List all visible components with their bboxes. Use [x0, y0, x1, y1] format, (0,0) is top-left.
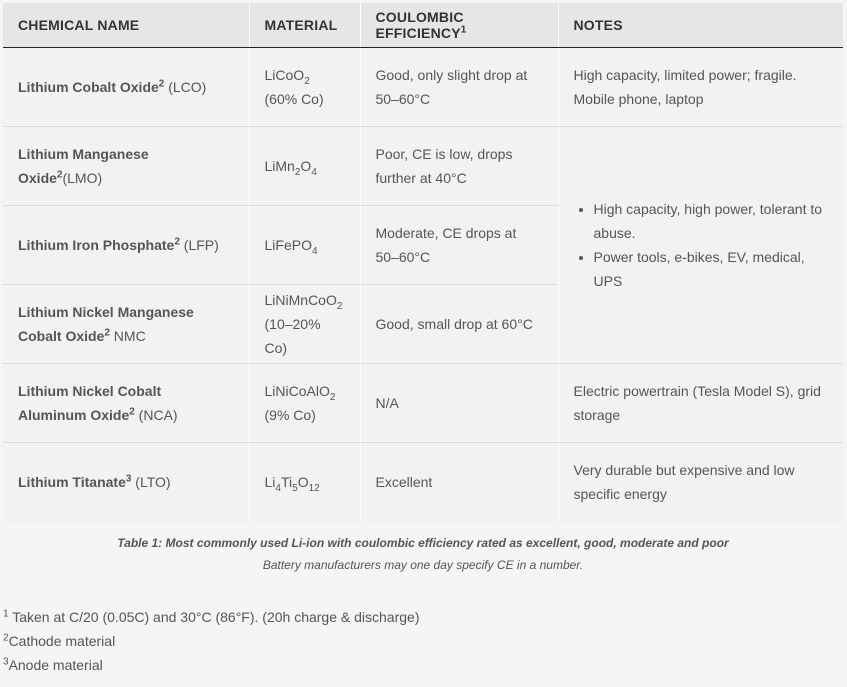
header-chemical-name: CHEMICAL NAME	[3, 3, 249, 48]
ce-cell: N/A	[360, 364, 558, 443]
ce-cell: Excellent	[360, 443, 558, 522]
table-row	[3, 364, 843, 443]
battery-chemistry-table	[3, 3, 843, 522]
chemical-name-cell: Lithium Nickel Manganese Cobalt Oxide$^2$ NMC	[3, 285, 249, 364]
notes-list	[574, 197, 829, 293]
table-header	[3, 3, 843, 48]
footnote-ref: 1	[460, 24, 467, 36]
material-cell: LiCoO$_2$ (60% Co)	[249, 48, 360, 127]
list-item: • Power tools, e-bikes, EV, medical, UPS	[594, 245, 829, 293]
table-row	[3, 127, 843, 206]
header-notes: NOTES	[558, 3, 843, 48]
caption-title: Table 1: Most commonly used Li-ion with coulombic efficiency rated as excellent, good, moderate and poor	[117, 536, 729, 550]
footnotes	[3, 605, 420, 677]
material-cell: $Li_4Ti_5O_{12}$	[249, 443, 360, 522]
header-material: MATERIAL	[249, 3, 360, 48]
ce-cell: Moderate, CE drops at 50–60°C	[360, 206, 558, 285]
material-cell: LiNiMnCoO$_2$ (10–20% Co)	[249, 285, 360, 364]
footnote-item: $^1$ Taken at C/20 (0.05C) and 30°C (86°F). (20h charge & discharge)	[3, 608, 420, 625]
notes-cell	[558, 127, 843, 364]
header-coulombic-efficiency: COULOMBIC EFFICIENCY$^1$	[360, 3, 558, 48]
material-cell: $LiMn_2O_4$	[249, 127, 360, 206]
ce-cell: Poor, CE is low, drops further at 40°C	[360, 127, 558, 206]
ce-cell: Good, only slight drop at 50–60°C	[360, 48, 558, 127]
material-cell: LiFePO$_4$	[249, 206, 360, 285]
footnote-item: $^3$Anode material	[3, 656, 103, 673]
chemical-name-cell: Lithium Cobalt Oxide$^2$ (LCO)	[3, 48, 249, 127]
ce-cell: Good, small drop at 60°C	[360, 285, 558, 364]
notes-cell: High capacity, limited power; fragile. Mobile phone, laptop	[558, 48, 843, 127]
material-cell: LiNiCoAlO$_2$ (9% Co)	[249, 364, 360, 443]
table-row	[3, 48, 843, 127]
chemical-name-cell: Lithium Iron Phosphate$^2$ (LFP)	[3, 206, 249, 285]
footnote-item: $^2$Cathode material	[3, 632, 116, 649]
chemical-name-cell: Lithium Titanate$^3$ (LTO)	[3, 443, 249, 522]
notes-cell: Very durable but expensive and low specific energy	[558, 443, 843, 522]
table-caption	[3, 536, 843, 572]
caption-subtitle: Battery manufacturers may one day specify CE in a number.	[262, 558, 584, 572]
table-row	[3, 443, 843, 522]
notes-cell: Electric powertrain (Tesla Model S), grid storage	[558, 364, 843, 443]
chemical-name-cell: Lithium Nickel Cobalt Aluminum Oxide$^2$ (NCA)	[3, 364, 249, 443]
chemical-name-cell: Lithium Manganese Oxide$^2$(LMO)	[3, 127, 249, 206]
list-item: • High capacity, high power, tolerant to abuse.	[594, 197, 829, 245]
